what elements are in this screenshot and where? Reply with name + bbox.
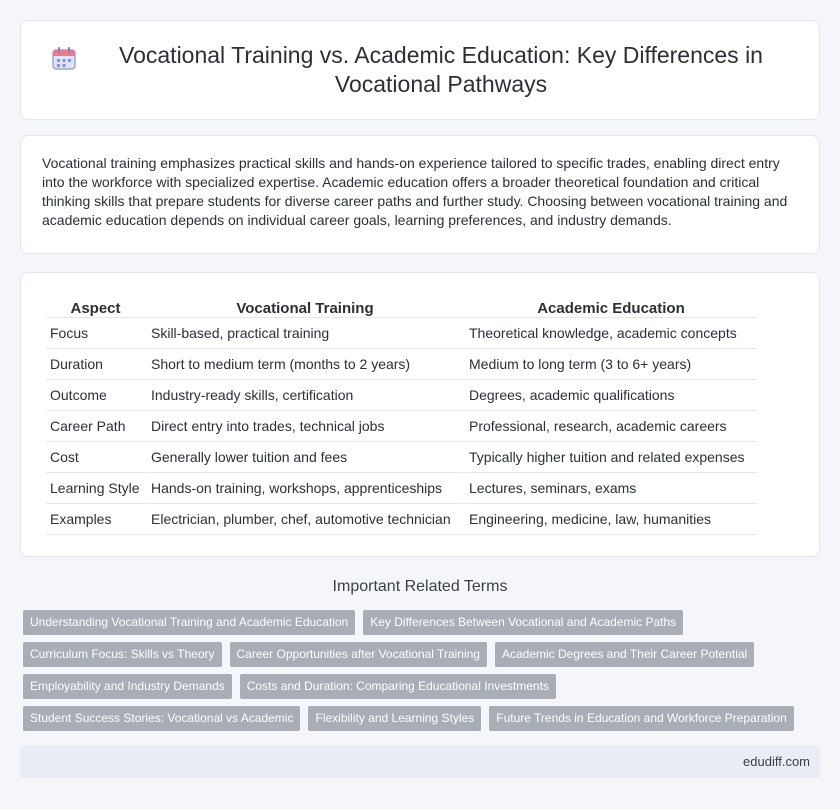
- cell-academic: Engineering, medicine, law, humanities: [465, 504, 757, 535]
- cell-vocational: Short to medium term (months to 2 years): [147, 349, 463, 380]
- header-aspect: Aspect: [46, 297, 145, 318]
- table-row: [46, 318, 757, 349]
- related-term-tag[interactable]: Future Trends in Education and Workforce Preparation: [489, 706, 794, 731]
- title-wrap: [21, 41, 819, 99]
- related-terms-title: Important Related Terms: [332, 578, 508, 595]
- title-card: [20, 20, 820, 120]
- cell-aspect: Focus: [46, 318, 145, 349]
- cell-vocational: Skill-based, practical training: [147, 318, 463, 349]
- comparison-table-card: [20, 272, 820, 557]
- tag-row: [23, 642, 823, 667]
- page-title: Vocational Training vs. Academic Education: Key Differences in Vocational Pathways: [119, 42, 763, 97]
- header-vocational: Vocational Training: [147, 297, 463, 318]
- cell-vocational: Hands-on training, workshops, apprenticeships: [147, 473, 463, 504]
- related-term-tag[interactable]: Curriculum Focus: Skills vs Theory: [23, 642, 222, 667]
- cell-aspect: Cost: [46, 442, 145, 473]
- related-term-tag[interactable]: Career Opportunities after Vocational Training: [230, 642, 487, 667]
- related-term-tag[interactable]: Flexibility and Learning Styles: [308, 706, 481, 731]
- comparison-table: [44, 297, 759, 535]
- related-term-tag[interactable]: Understanding Vocational Training and Academic Education: [23, 610, 355, 635]
- related-term-tag[interactable]: Costs and Duration: Comparing Educational Investments: [240, 674, 556, 699]
- related-terms-tags: [23, 610, 823, 738]
- table-row: [46, 349, 757, 380]
- cell-vocational: Electrician, plumber, chef, automotive technician: [147, 504, 463, 535]
- table-header-row: [46, 297, 757, 318]
- related-term-tag[interactable]: Academic Degrees and Their Career Potential: [495, 642, 754, 667]
- cell-vocational: Industry-ready skills, certification: [147, 380, 463, 411]
- footer-site-link[interactable]: edudiff.com: [743, 754, 810, 769]
- intro-paragraph: Vocational training emphasizes practical skills and hands-on experience tailored to specific trades, enabling direct entry into the workforce with specialized expertise. Academic education offers a broader theoretical foundation and critical thinking skills that prepare students for diverse career paths and further study. Choosing between vocational training and academic education depends on individual career goals, learning preferences, and industry demands.: [42, 155, 788, 228]
- cell-vocational: Direct entry into trades, technical jobs: [147, 411, 463, 442]
- header-academic: Academic Education: [465, 297, 757, 318]
- cell-aspect: Examples: [46, 504, 145, 535]
- tag-row: [23, 706, 823, 731]
- cell-aspect: Career Path: [46, 411, 145, 442]
- related-term-tag[interactable]: Employability and Industry Demands: [23, 674, 232, 699]
- related-term-tag[interactable]: Student Success Stories: Vocational vs Academic: [23, 706, 300, 731]
- cell-academic: Lectures, seminars, exams: [465, 473, 757, 504]
- cell-aspect: Learning Style: [46, 473, 145, 504]
- cell-academic: Medium to long term (3 to 6+ years): [465, 349, 757, 380]
- intro-card: [20, 135, 820, 254]
- tag-row: [23, 674, 823, 699]
- cell-academic: Typically higher tuition and related expenses: [465, 442, 757, 473]
- tag-row: [23, 610, 823, 635]
- cell-aspect: Duration: [46, 349, 145, 380]
- table-row: [46, 504, 757, 535]
- calendar-icon: [51, 45, 77, 71]
- table-row: [46, 411, 757, 442]
- table-row: [46, 442, 757, 473]
- cell-aspect: Outcome: [46, 380, 145, 411]
- table-row: [46, 380, 757, 411]
- related-term-tag[interactable]: Key Differences Between Vocational and Academic Paths: [363, 610, 683, 635]
- cell-academic: Degrees, academic qualifications: [465, 380, 757, 411]
- cell-academic: Professional, research, academic careers: [465, 411, 757, 442]
- cell-vocational: Generally lower tuition and fees: [147, 442, 463, 473]
- footer: [20, 745, 820, 778]
- cell-academic: Theoretical knowledge, academic concepts: [465, 318, 757, 349]
- table-row: [46, 473, 757, 504]
